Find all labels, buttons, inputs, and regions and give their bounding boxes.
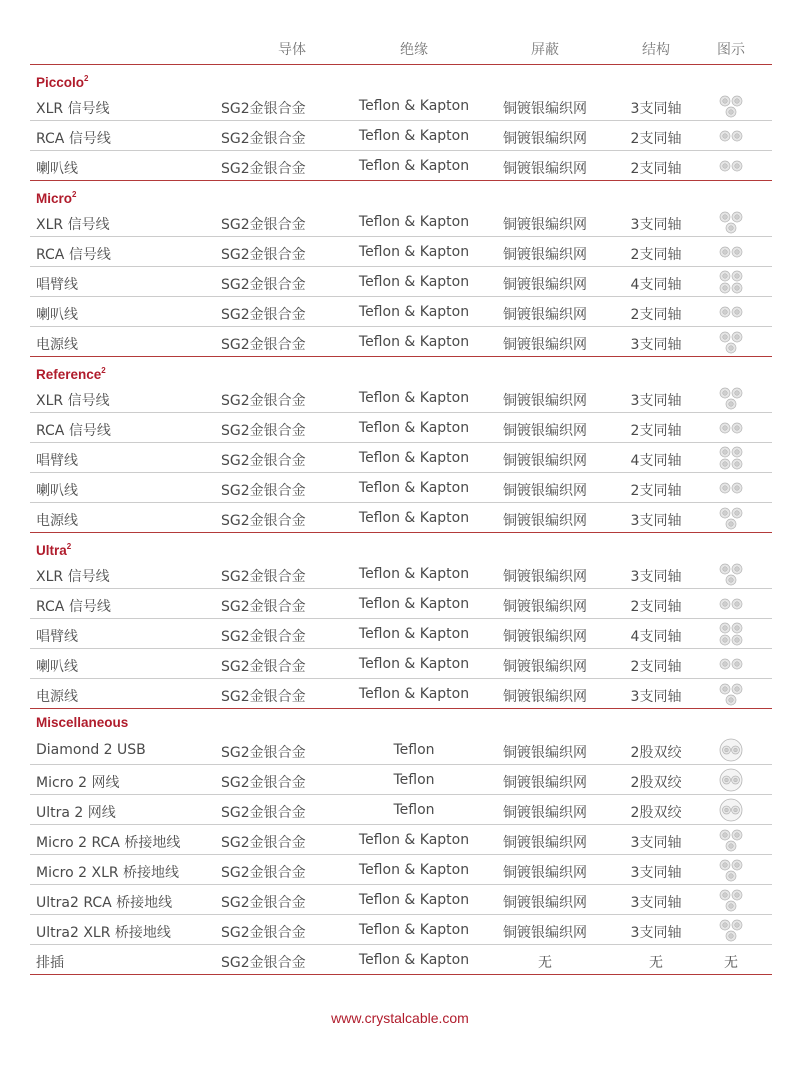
insulation-cell: Teflon & Kapton — [358, 922, 470, 938]
table-row — [30, 267, 772, 297]
shield-cell: 铜镀银编织网 — [503, 307, 587, 323]
table-row — [30, 619, 772, 649]
coax-3-icon — [714, 209, 748, 235]
shield-cell: 铜镀银编织网 — [503, 745, 587, 761]
conductor-cell: SG2金银合金 — [221, 307, 306, 323]
insulation-cell: Teflon & Kapton — [358, 334, 470, 350]
structure-cell: 2股双绞 — [630, 805, 682, 821]
coax-3-icon — [714, 329, 748, 355]
structure-cell: 2支同轴 — [630, 423, 682, 439]
table-row — [30, 413, 772, 443]
cable-name: 排插 — [36, 955, 64, 971]
cable-name: XLR 信号线 — [36, 569, 110, 585]
figure-cell — [714, 797, 748, 823]
coax-4-icon — [714, 445, 748, 471]
coax-2-icon — [714, 651, 748, 677]
coax-3-icon — [714, 887, 748, 913]
table-row — [30, 589, 772, 619]
table-row — [30, 945, 772, 975]
coax-4-icon — [714, 621, 748, 647]
shield-cell: 铜镀银编织网 — [503, 277, 587, 293]
conductor-cell: SG2金银合金 — [221, 569, 306, 585]
cable-name: Micro 2 RCA 桥接地线 — [36, 835, 181, 851]
insulation-cell: Teflon & Kapton — [358, 98, 470, 114]
insulation-cell: Teflon & Kapton — [358, 420, 470, 436]
figure-cell — [714, 153, 748, 179]
footer-url[interactable]: www.crystalcable.com — [331, 1010, 469, 1026]
structure-cell: 4支同轴 — [630, 629, 682, 645]
insulation-cell: Teflon & Kapton — [358, 128, 470, 144]
structure-cell: 3支同轴 — [630, 925, 682, 941]
cable-name: RCA 信号线 — [36, 247, 111, 263]
coax-3-icon — [714, 827, 748, 853]
figure-cell — [714, 445, 748, 471]
structure-cell: 2支同轴 — [630, 161, 682, 177]
conductor-cell: SG2金银合金 — [221, 865, 306, 881]
cable-name: Ultra2 XLR 桥接地线 — [36, 925, 171, 941]
conductor-cell: SG2金银合金 — [221, 835, 306, 851]
table-row — [30, 207, 772, 237]
structure-cell: 2支同轴 — [630, 131, 682, 147]
table-row — [30, 383, 772, 413]
section-title-text: Piccolo — [36, 75, 85, 90]
cable-name: 电源线 — [36, 513, 78, 529]
figure-cell — [714, 299, 748, 325]
section-title — [30, 65, 772, 91]
insulation-cell: Teflon & Kapton — [358, 510, 470, 526]
table-row — [30, 765, 772, 795]
shield-cell: 铜镀银编织网 — [503, 835, 587, 851]
section-title-superscript: 2 — [72, 190, 77, 199]
table-row — [30, 649, 772, 679]
cable-name: Ultra 2 网线 — [36, 805, 116, 821]
figure-cell — [714, 917, 748, 943]
conductor-cell: SG2金银合金 — [221, 629, 306, 645]
header-shield: 屏蔽 — [531, 42, 559, 58]
section-title-superscript: 2 — [101, 366, 106, 375]
coax-3-icon — [714, 505, 748, 531]
insulation-cell: Teflon & Kapton — [358, 158, 470, 174]
insulation-cell: Teflon & Kapton — [358, 686, 470, 702]
table-row — [30, 885, 772, 915]
cable-name: XLR 信号线 — [36, 101, 110, 117]
table-row — [30, 855, 772, 885]
structure-cell: 3支同轴 — [630, 513, 682, 529]
header-insulation: 绝缘 — [400, 42, 428, 58]
structure-cell: 2支同轴 — [630, 659, 682, 675]
insulation-cell: Teflon & Kapton — [358, 892, 470, 908]
conductor-cell: SG2金银合金 — [221, 393, 306, 409]
insulation-cell: Teflon & Kapton — [358, 952, 470, 968]
shield-cell: 铜镀银编织网 — [503, 453, 587, 469]
structure-cell: 3支同轴 — [630, 217, 682, 233]
coax-2-icon — [714, 299, 748, 325]
cable-name: 唱臂线 — [36, 453, 78, 469]
shield-cell: 铜镀银编织网 — [503, 513, 587, 529]
shield-cell: 铜镀银编织网 — [503, 131, 587, 147]
conductor-cell: SG2金银合金 — [221, 513, 306, 529]
coax-2-icon — [714, 123, 748, 149]
insulation-cell: Teflon & Kapton — [358, 390, 470, 406]
conductor-cell: SG2金银合金 — [221, 805, 306, 821]
shield-cell: 铜镀银编织网 — [503, 337, 587, 353]
figure-cell — [714, 857, 748, 883]
structure-cell: 3支同轴 — [630, 337, 682, 353]
conductor-cell: SG2金银合金 — [221, 247, 306, 263]
table-row — [30, 297, 772, 327]
table-row — [30, 237, 772, 267]
cable-name: Diamond 2 USB — [36, 742, 146, 758]
figure-cell: 无 — [724, 955, 738, 971]
cable-name: RCA 信号线 — [36, 599, 111, 615]
section-title-text: Miscellaneous — [36, 715, 129, 730]
figure-cell — [714, 827, 748, 853]
structure-cell: 4支同轴 — [630, 453, 682, 469]
coax-3-icon — [714, 857, 748, 883]
figure-cell — [714, 269, 748, 295]
structure-cell: 3支同轴 — [630, 895, 682, 911]
coax-3-icon — [714, 93, 748, 119]
section-title — [30, 181, 772, 207]
twisted-pair-icon — [714, 797, 748, 823]
cable-name: 唱臂线 — [36, 277, 78, 293]
cable-name: RCA 信号线 — [36, 423, 111, 439]
conductor-cell: SG2金银合金 — [221, 925, 306, 941]
figure-cell — [714, 123, 748, 149]
figure-cell — [714, 239, 748, 265]
twisted-pair-icon — [714, 737, 748, 763]
shield-cell: 铜镀银编织网 — [503, 161, 587, 177]
cable-name: 喇叭线 — [36, 659, 78, 675]
coax-3-icon — [714, 681, 748, 707]
table-row — [30, 443, 772, 473]
conductor-cell: SG2金银合金 — [221, 217, 306, 233]
conductor-cell: SG2金银合金 — [221, 599, 306, 615]
insulation-cell: Teflon & Kapton — [358, 244, 470, 260]
figure-cell — [714, 505, 748, 531]
conductor-cell: SG2金银合金 — [221, 895, 306, 911]
cable-name: 唱臂线 — [36, 629, 78, 645]
cable-name: 喇叭线 — [36, 483, 78, 499]
shield-cell: 铜镀银编织网 — [503, 483, 587, 499]
table-row — [30, 679, 772, 709]
coax-2-icon — [714, 153, 748, 179]
conductor-cell: SG2金银合金 — [221, 955, 306, 971]
coax-4-icon — [714, 269, 748, 295]
structure-cell: 2支同轴 — [630, 483, 682, 499]
structure-cell: 2股双绞 — [630, 745, 682, 761]
shield-cell: 铜镀银编织网 — [503, 775, 587, 791]
shield-cell: 铜镀银编织网 — [503, 925, 587, 941]
table-row — [30, 735, 772, 765]
table-row — [30, 825, 772, 855]
shield-cell: 铜镀银编织网 — [503, 423, 587, 439]
cable-name: XLR 信号线 — [36, 217, 110, 233]
section-title — [30, 533, 772, 559]
table-row — [30, 559, 772, 589]
conductor-cell: SG2金银合金 — [221, 337, 306, 353]
structure-cell: 无 — [649, 955, 663, 971]
shield-cell: 铜镀银编织网 — [503, 895, 587, 911]
shield-cell: 铜镀银编织网 — [503, 629, 587, 645]
insulation-cell: Teflon & Kapton — [358, 214, 470, 230]
figure-cell — [714, 681, 748, 707]
section-title — [30, 709, 772, 735]
conductor-cell: SG2金银合金 — [221, 659, 306, 675]
twisted-pair-icon — [714, 767, 748, 793]
conductor-cell: SG2金银合金 — [221, 453, 306, 469]
figure-cell — [714, 561, 748, 587]
shield-cell: 铜镀银编织网 — [503, 689, 587, 705]
structure-cell: 4支同轴 — [630, 277, 682, 293]
cable-name: XLR 信号线 — [36, 393, 110, 409]
structure-cell: 3支同轴 — [630, 835, 682, 851]
structure-cell: 3支同轴 — [630, 865, 682, 881]
structure-cell: 3支同轴 — [630, 689, 682, 705]
shield-cell: 无 — [538, 955, 552, 971]
figure-cell — [714, 385, 748, 411]
coax-2-icon — [714, 591, 748, 617]
shield-cell: 铜镀银编织网 — [503, 659, 587, 675]
structure-cell: 3支同轴 — [630, 569, 682, 585]
insulation-cell: Teflon & Kapton — [358, 566, 470, 582]
insulation-cell: Teflon — [393, 772, 435, 788]
insulation-cell: Teflon & Kapton — [358, 450, 470, 466]
table-row — [30, 327, 772, 357]
structure-cell: 2股双绞 — [630, 775, 682, 791]
figure-cell — [714, 209, 748, 235]
figure-cell — [714, 737, 748, 763]
coax-2-icon — [714, 415, 748, 441]
conductor-cell: SG2金银合金 — [221, 161, 306, 177]
structure-cell: 3支同轴 — [630, 393, 682, 409]
cable-name: RCA 信号线 — [36, 131, 111, 147]
figure-cell — [714, 93, 748, 119]
cable-name: Micro 2 XLR 桥接地线 — [36, 865, 180, 881]
section-title-text: Reference — [36, 367, 102, 382]
section-title-text: Ultra — [36, 543, 67, 558]
insulation-cell: Teflon & Kapton — [358, 862, 470, 878]
table-row — [30, 91, 772, 121]
figure-cell — [714, 887, 748, 913]
shield-cell: 铜镀银编织网 — [503, 569, 587, 585]
cable-spec-table — [30, 30, 772, 975]
cable-name: 喇叭线 — [36, 307, 78, 323]
conductor-cell: SG2金银合金 — [221, 423, 306, 439]
structure-cell: 2支同轴 — [630, 599, 682, 615]
cable-name: Micro 2 网线 — [36, 775, 120, 791]
figure-cell — [714, 329, 748, 355]
table-row — [30, 121, 772, 151]
header-figure: 图示 — [717, 42, 745, 58]
shield-cell: 铜镀银编织网 — [503, 865, 587, 881]
shield-cell: 铜镀银编织网 — [503, 393, 587, 409]
figure-cell — [714, 621, 748, 647]
coax-2-icon — [714, 239, 748, 265]
conductor-cell: SG2金银合金 — [221, 101, 306, 117]
conductor-cell: SG2金银合金 — [221, 775, 306, 791]
structure-cell: 2支同轴 — [630, 247, 682, 263]
figure-cell — [714, 651, 748, 677]
table-row — [30, 503, 772, 533]
structure-cell: 3支同轴 — [630, 101, 682, 117]
figure-cell — [714, 415, 748, 441]
section-title-superscript: 2 — [66, 542, 72, 551]
table-row — [30, 473, 772, 503]
table-row — [30, 915, 772, 945]
cable-name: 喇叭线 — [36, 161, 78, 177]
cable-name: 电源线 — [36, 689, 78, 705]
figure-cell — [714, 767, 748, 793]
figure-cell — [714, 591, 748, 617]
table-row — [30, 795, 772, 825]
insulation-cell: Teflon & Kapton — [358, 656, 470, 672]
coax-3-icon — [714, 561, 748, 587]
coax-3-icon — [714, 385, 748, 411]
shield-cell: 铜镀银编织网 — [503, 805, 587, 821]
table-header — [30, 30, 772, 65]
insulation-cell: Teflon & Kapton — [358, 274, 470, 290]
conductor-cell: SG2金银合金 — [221, 277, 306, 293]
insulation-cell: Teflon & Kapton — [358, 626, 470, 642]
insulation-cell: Teflon & Kapton — [358, 480, 470, 496]
insulation-cell: Teflon — [393, 742, 435, 758]
section-title-superscript: 2 — [84, 74, 89, 83]
cable-name: 电源线 — [36, 337, 78, 353]
insulation-cell: Teflon — [393, 802, 435, 818]
header-conductor: 导体 — [278, 42, 306, 58]
insulation-cell: Teflon & Kapton — [358, 596, 470, 612]
table-row — [30, 151, 772, 181]
insulation-cell: Teflon & Kapton — [358, 832, 470, 848]
coax-3-icon — [714, 917, 748, 943]
table-body — [30, 65, 772, 975]
conductor-cell: SG2金银合金 — [221, 745, 306, 761]
conductor-cell: SG2金银合金 — [221, 689, 306, 705]
conductor-cell: SG2金银合金 — [221, 131, 306, 147]
section-title — [30, 357, 772, 383]
shield-cell: 铜镀银编织网 — [503, 101, 587, 117]
conductor-cell: SG2金银合金 — [221, 483, 306, 499]
structure-cell: 2支同轴 — [630, 307, 682, 323]
insulation-cell: Teflon & Kapton — [358, 304, 470, 320]
coax-2-icon — [714, 475, 748, 501]
header-structure: 结构 — [642, 42, 670, 58]
cable-name: Ultra2 RCA 桥接地线 — [36, 895, 173, 911]
section-title-text: Micro — [36, 191, 73, 206]
shield-cell: 铜镀银编织网 — [503, 247, 587, 263]
shield-cell: 铜镀银编织网 — [503, 599, 587, 615]
figure-cell — [714, 475, 748, 501]
shield-cell: 铜镀银编织网 — [503, 217, 587, 233]
